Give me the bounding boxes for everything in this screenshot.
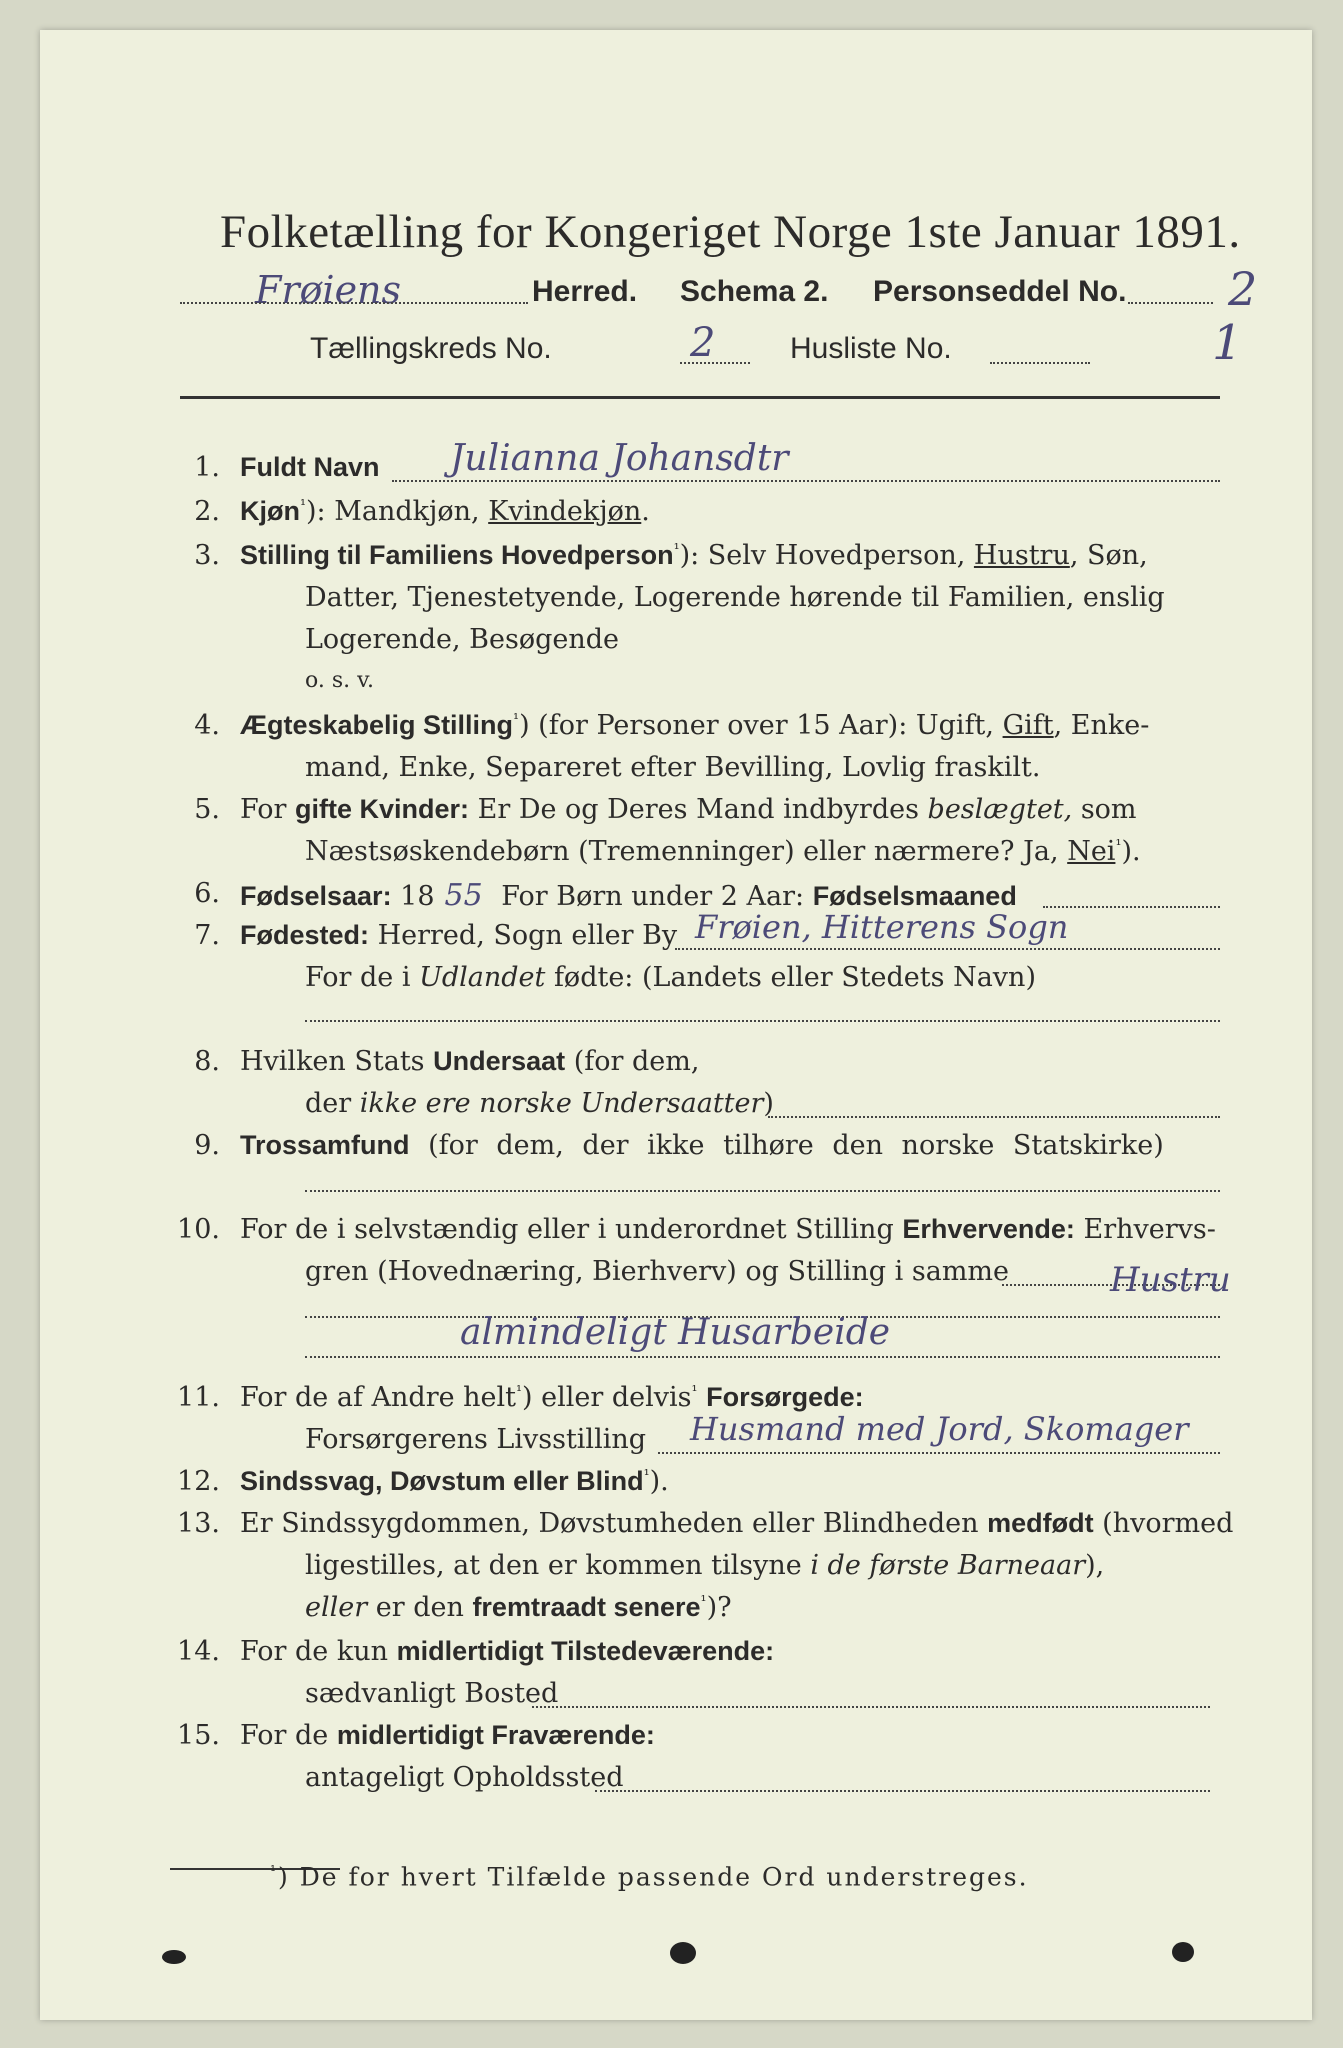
q3-line4: o. s. v. — [305, 668, 374, 693]
q11-line2: Forsørgerens Livsstilling — [305, 1424, 647, 1455]
q6-dots — [1043, 906, 1220, 908]
q3-underlined: Hustru — [973, 540, 1070, 571]
q3-footnote-mark: ¹ — [673, 540, 680, 558]
q9-rest: (for dem, der ikke tilhøre den norske Statskirke) — [409, 1130, 1164, 1161]
q3-line2: Datter, Tjenestetyende, Logerende hørende til Familien, enslig — [305, 582, 1165, 613]
q8-rest: (for dem, — [565, 1046, 700, 1077]
q5-underlined: Nei — [1067, 836, 1116, 867]
q5-end: som — [1072, 794, 1137, 825]
footnote — [270, 1862, 1029, 1891]
footnote-text: ) De for hvert Tilfælde passende Ord understreges. — [278, 1862, 1029, 1892]
q11-value: Husmand med Jord, Skomager — [690, 1410, 1189, 1448]
q11-text — [240, 1382, 864, 1413]
q8-label: Undersaat — [433, 1046, 566, 1076]
q2-footnote-mark: ¹ — [300, 496, 307, 514]
q13-footnote-mark: ¹ — [700, 1592, 707, 1610]
q12-label: Sindssvag, Døvstum eller Blind — [240, 1466, 644, 1496]
q6-rest: For Børn under 2 Aar: — [492, 881, 813, 912]
q3-text — [240, 540, 1220, 571]
q8-number: 8. — [194, 1046, 220, 1077]
herred-label: Herred. — [532, 275, 638, 308]
q13-line3-end: )? — [706, 1592, 732, 1623]
personseddel-label: Personseddel No. — [873, 275, 1127, 308]
tellingskreds-label: Tællingskreds No. — [310, 332, 552, 365]
q5-text — [240, 794, 1137, 825]
q9-label: Trossamfund — [240, 1130, 410, 1160]
q14-text — [240, 1636, 774, 1667]
q15-text — [240, 1720, 655, 1751]
q8-line2 — [305, 1088, 774, 1119]
q1-value: Julianna Johansdtr — [450, 438, 789, 479]
q10-pre: For de i selvstændig eller i underordnet Stilling — [240, 1214, 903, 1245]
q10-number: 10. — [177, 1214, 220, 1245]
q13-line2-pre: ligestilles, at den er kommen tilsyne — [305, 1550, 811, 1581]
q3-number: 3. — [194, 540, 220, 571]
q12-text — [240, 1466, 669, 1497]
schema-label: Schema 2. — [680, 275, 829, 308]
husliste-label: Husliste No. — [790, 332, 952, 365]
q5-rest: Er De og Deres Mand indbyrdes — [469, 794, 928, 825]
ink-blot-right — [1172, 1942, 1194, 1962]
census-form — [40, 30, 1312, 2020]
q13-line2-italic: i de første Barneaar — [810, 1550, 1086, 1581]
herred-dots — [180, 302, 528, 304]
q5-pre: For — [240, 794, 296, 825]
q5-line2-end: ). — [1121, 836, 1141, 867]
ink-blot-center — [670, 1942, 696, 1964]
q4-rest: ) (for Personer over 15 Aar): Ugift, — [519, 710, 1003, 741]
q4-footnote-mark: ¹ — [513, 710, 520, 728]
q5-line2 — [305, 836, 1141, 867]
q14-line2: sædvanligt Bosted — [305, 1678, 559, 1709]
q8-pre: Hvilken Stats — [240, 1046, 434, 1077]
q7-line2-end: fødte: (Landets eller Stedets Navn) — [545, 962, 1036, 993]
q2-label: Kjøn — [240, 496, 300, 526]
q5-label: gifte Kvinder: — [295, 794, 470, 824]
q6-label2: Fødselsmaaned — [812, 881, 1017, 911]
q4-label: Ægteskabelig Stilling — [240, 710, 514, 740]
q9-number: 9. — [194, 1130, 220, 1161]
q11-mid: ) eller delvis — [522, 1382, 692, 1413]
q9-text — [240, 1130, 1164, 1161]
q8-line2-end: ) — [763, 1088, 774, 1119]
q13-line3-label: fremtraadt senere — [472, 1592, 701, 1622]
q8-line2-italic: ikke ere norske Undersaatter — [359, 1088, 764, 1119]
q13-number: 13. — [177, 1508, 220, 1539]
q8-text — [240, 1046, 699, 1077]
q8-line2-pre: der — [305, 1088, 360, 1119]
q5-footnote-mark: ¹ — [1115, 836, 1122, 854]
personseddel-dots — [1128, 302, 1213, 304]
q4-line2: mand, Enke, Separeret efter Bevilling, Lovlig fraskilt. — [305, 752, 1041, 783]
q1-dots — [392, 480, 1220, 482]
q4-text — [240, 710, 1149, 741]
q7-line2-pre: For de i — [305, 962, 420, 993]
q12-number: 12. — [177, 1466, 220, 1497]
q13-label: medfødt — [987, 1508, 1094, 1538]
q14-pre: For de kun — [240, 1636, 397, 1667]
q11-pre: For de af Andre helt — [240, 1382, 517, 1413]
q6-pre-value: 18 — [391, 881, 435, 912]
q7-line3-dots — [305, 1020, 1220, 1022]
q7-label: Fødested: — [240, 920, 370, 950]
q15-pre: For de — [240, 1720, 337, 1751]
q8-dots — [768, 1116, 1220, 1118]
q4-end: , Enke- — [1053, 710, 1150, 741]
tellingskreds-dots — [680, 362, 750, 364]
q11-footnote-mark-2: ¹ — [691, 1382, 698, 1400]
q10-value-b: almindeligt Husarbeide — [460, 1312, 891, 1353]
q7-rest: Herred, Sogn eller By — [369, 920, 678, 951]
q6-label: Fødselsaar: — [240, 881, 392, 911]
q15-line2: antageligt Opholdssted — [305, 1762, 624, 1793]
q9-line2-dots — [305, 1190, 1220, 1192]
q15-label: midlertidigt Fraværende: — [336, 1720, 655, 1750]
q2-rest: ): Mandkjøn, — [306, 496, 489, 527]
ink-blot-left — [162, 1950, 186, 1964]
q2-number: 2. — [194, 496, 220, 527]
q13-line3-pre: er den — [367, 1592, 473, 1623]
q7-dots — [675, 948, 1220, 950]
q10-line4-dots — [305, 1356, 1220, 1358]
q15-number: 15. — [177, 1720, 220, 1751]
q13-pre: Er Sindssygdommen, Døvstumheden eller Blindheden — [240, 1508, 988, 1539]
q5-number: 5. — [194, 794, 220, 825]
q7-text — [240, 920, 677, 951]
herred-value: Frøiens — [255, 268, 402, 312]
q2-text — [240, 496, 650, 527]
q13-line2 — [305, 1550, 1104, 1581]
q13-line3 — [305, 1592, 732, 1623]
q14-number: 14. — [177, 1636, 220, 1667]
q4-number: 4. — [194, 710, 220, 741]
husliste-value: 1 — [1212, 315, 1243, 371]
q11-dots — [658, 1452, 1220, 1454]
q2-underlined: Kvindekjøn — [488, 496, 642, 527]
q10-line2: gren (Hovednæring, Bierhverv) og Stilling i samme — [305, 1256, 1010, 1287]
q11-number: 11. — [177, 1382, 220, 1413]
q1-label: Fuldt Navn — [240, 452, 380, 482]
footnote-mark: ¹ — [270, 1862, 279, 1880]
q13-line3-italic: eller — [305, 1592, 368, 1623]
q15-dots — [595, 1790, 1210, 1792]
q6-number: 6. — [194, 878, 220, 909]
q2-end: . — [641, 496, 650, 527]
form-title: Folketælling for Kongeriget Norge 1ste Januar 1891. — [220, 206, 1241, 258]
q3-end: , Søn, — [1069, 540, 1148, 571]
q7-line2 — [305, 962, 1036, 993]
q4-underlined: Gift — [1002, 710, 1054, 741]
q7-number: 7. — [194, 920, 220, 951]
q12-end: ). — [649, 1466, 669, 1497]
q5-italic: beslægtet, — [927, 794, 1073, 825]
q11-footnote-mark-1: ¹ — [516, 1382, 523, 1400]
q10-value-a: Hustru — [1110, 1260, 1231, 1300]
q10-label: Erhvervende: — [902, 1214, 1075, 1244]
q14-dots — [532, 1706, 1210, 1708]
q7-line2-italic: Udlandet — [419, 962, 546, 993]
q3-label: Stilling til Familiens Hovedperson — [240, 540, 674, 570]
q6-value: 55 — [444, 878, 483, 913]
q13-line2-end: ), — [1085, 1550, 1105, 1581]
personseddel-value: 2 — [1228, 262, 1258, 316]
q5-line2-text: Næstsøskendebørn (Tremenninger) eller nærmere? Ja, — [305, 836, 1068, 867]
q10-rest: Erhvervs- — [1074, 1214, 1216, 1245]
q7-value: Frøien, Hitterens Sogn — [695, 908, 1069, 946]
q13-text — [240, 1508, 1233, 1539]
q1-number: 1. — [194, 452, 220, 483]
q13-rest: (hvormed — [1093, 1508, 1234, 1539]
q10-text — [240, 1214, 1216, 1245]
q3-rest: ): Selv Hovedperson, — [679, 540, 974, 571]
q11-label: Forsørgede: — [706, 1382, 864, 1412]
q14-label: midlertidigt Tilstedeværende: — [396, 1636, 775, 1666]
q3-line3: Logerende, Besøgende — [305, 624, 619, 655]
q12-footnote-mark: ¹ — [643, 1466, 650, 1484]
husliste-dots — [990, 362, 1090, 364]
tellingskreds-value: 2 — [690, 320, 716, 366]
header-rule — [180, 396, 1220, 399]
